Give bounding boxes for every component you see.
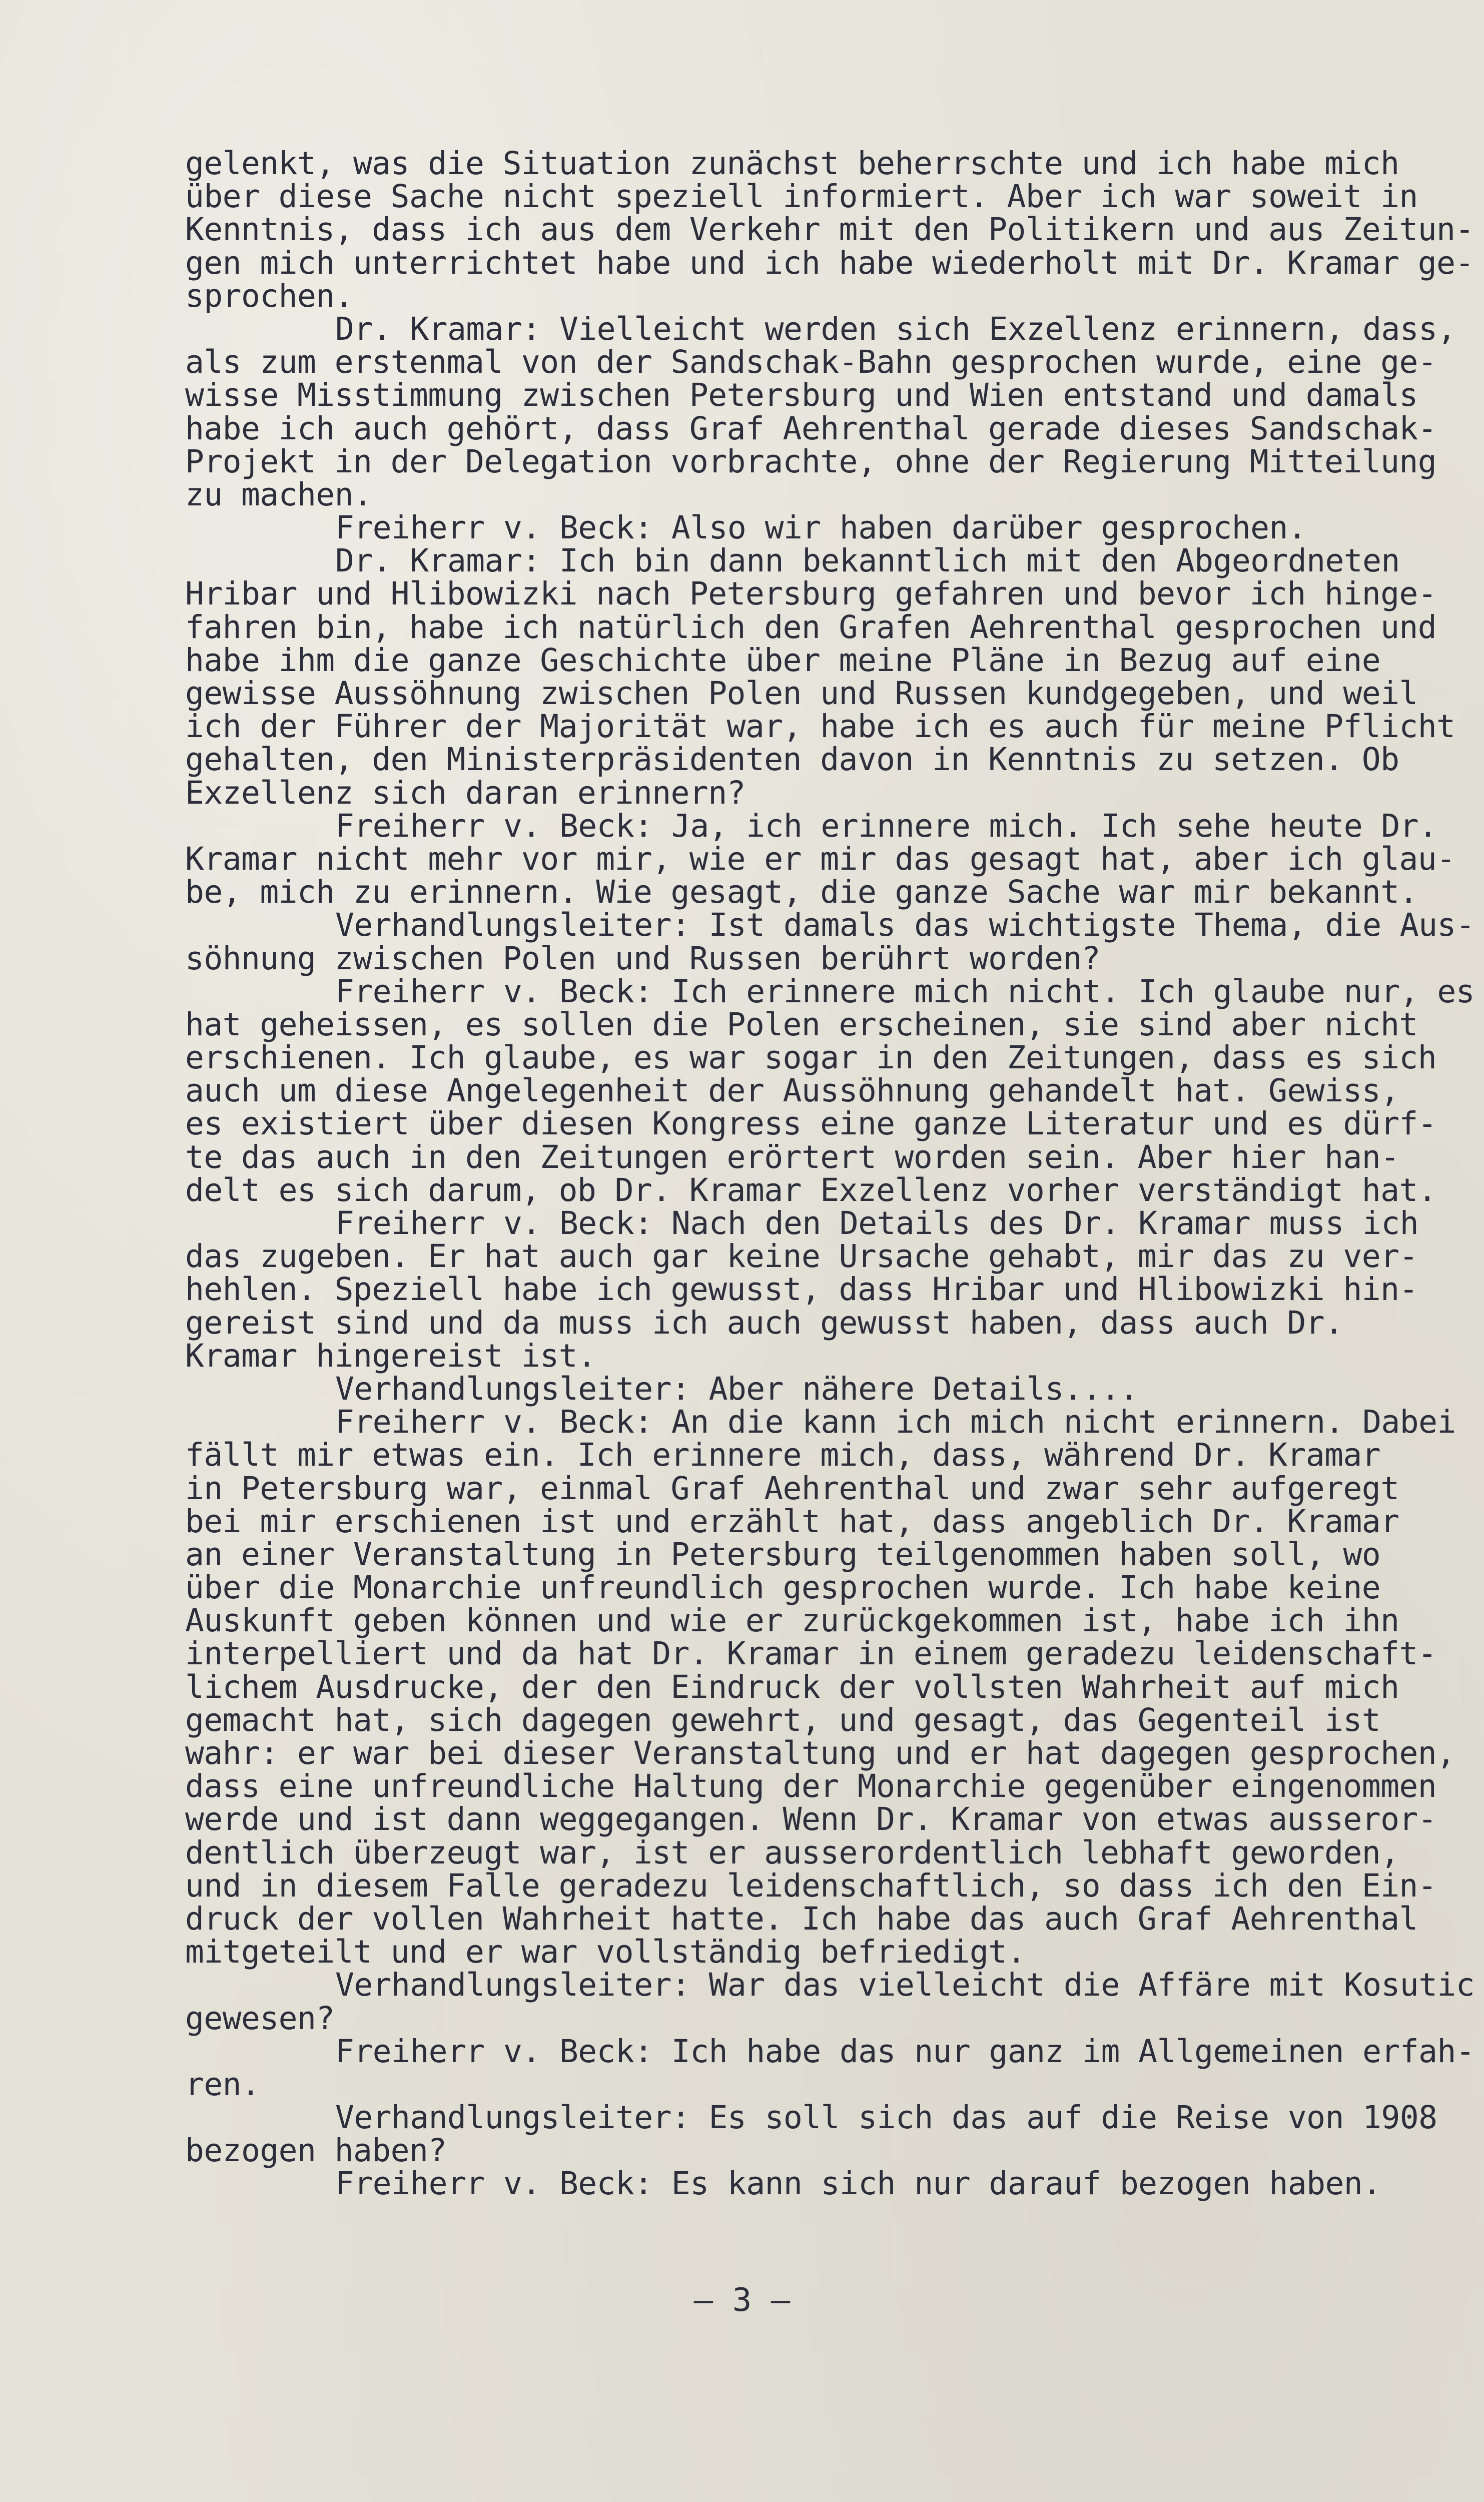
text-line: gereist sind und da muss ich auch gewusst haben, dass auch Dr. — [185, 1304, 1343, 1341]
text-line: dentlich überzeugt war, ist er ausserordentlich lebhaft geworden, — [185, 1834, 1399, 1871]
text-line: gen mich unterrichtet habe und ich habe wiederholt mit Dr. Kramar ge- — [185, 244, 1474, 281]
text-line: zu machen. — [185, 476, 372, 513]
text-line: Verhandlungsleiter: Aber nähere Details.... — [335, 1370, 1139, 1407]
text-line: das zugeben. Er hat auch gar keine Ursache gehabt, mir das zu ver- — [185, 1238, 1418, 1275]
text-line: delt es sich darum, ob Dr. Kramar Exzellenz vorher verständigt hat. — [185, 1171, 1437, 1208]
text-line: erschienen. Ich glaube, es war sogar in den Zeitungen, dass es sich — [185, 1039, 1437, 1076]
text-line: te das auch in den Zeitungen erörtert worden sein. Aber hier han- — [185, 1138, 1399, 1175]
text-line: an einer Veranstaltung in Petersburg teilgenommen haben soll, wo — [185, 1536, 1381, 1573]
text-line: Verhandlungsleiter: War das vielleicht die Affäre mit Kosutic — [335, 1967, 1475, 2004]
text-line: Freiherr v. Beck: Nach den Details des Dr. Kramar muss ich — [335, 1205, 1419, 1241]
text-line: Dr. Kramar: Ich bin dann bekanntlich mit den Abgeordneten — [335, 542, 1400, 579]
text-line: sprochen. — [185, 277, 353, 314]
text-line: Freiherr v. Beck: An die kann ich mich nicht erinnern. Dabei — [335, 1404, 1456, 1441]
text-line: Freiherr v. Beck: Ja, ich erinnere mich. Ich sehe heute Dr. — [335, 807, 1437, 844]
text-line: Auskunft geben können und wie er zurückgekommen ist, habe ich ihn — [185, 1602, 1399, 1639]
text-line: gemacht hat, sich dagegen gewehrt, und gesagt, das Gegenteil ist — [185, 1701, 1381, 1738]
text-line: interpelliert und da hat Dr. Kramar in einem geradezu leidenschaft- — [185, 1635, 1437, 1672]
text-line: es existiert über diesen Kongress eine ganze Literatur und es dürf- — [185, 1105, 1437, 1142]
text-line: söhnung zwischen Polen und Russen berührt worden? — [185, 940, 1101, 977]
text-line: hehlen. Speziell habe ich gewusst, dass Hribar und Hlibowizki hin- — [185, 1271, 1418, 1308]
text-line: gewisse Aussöhnung zwischen Polen und Russen kundgegeben, und weil — [185, 675, 1418, 712]
text-line: Freiherr v. Beck: Es kann sich nur darauf bezogen haben. — [335, 2165, 1381, 2202]
text-line: und in diesem Falle geradezu leidenschaftlich, so dass ich den Ein- — [185, 1867, 1437, 1904]
text-line: Freiherr v. Beck: Ich habe das nur ganz im Allgemeinen erfah- — [335, 2033, 1475, 2070]
text-line: Freiherr v. Beck: Also wir haben darüber gesprochen. — [335, 509, 1307, 546]
text-line: ich der Führer der Majorität war, habe ich es auch für meine Pflicht — [185, 708, 1455, 745]
text-line: gewesen? — [185, 2000, 335, 2037]
text-line: hat geheissen, es sollen die Polen erscheinen, sie sind aber nicht — [185, 1006, 1418, 1043]
text-line: lichem Ausdrucke, der den Eindruck der vollsten Wahrheit auf mich — [185, 1668, 1399, 1705]
text-line: gehalten, den Ministerpräsidenten davon in Kenntnis zu setzen. Ob — [185, 741, 1399, 778]
text-line: wahr: er war bei dieser Veranstaltung und er hat dagegen gesprochen, — [185, 1735, 1455, 1771]
text-line: Kramar hingereist ist. — [185, 1337, 596, 1374]
text-line: werde und ist dann weggegangen. Wenn Dr. Kramar von etwas ausseror- — [185, 1801, 1437, 1838]
text-line: Kenntnis, dass ich aus dem Verkehr mit den Politikern und aus Zeitun- — [185, 211, 1474, 248]
text-line: Kramar nicht mehr vor mir, wie er mir das gesagt hat, aber ich glau- — [185, 840, 1455, 877]
text-line: in Petersburg war, einmal Graf Aehrenthal und zwar sehr aufgeregt — [185, 1470, 1399, 1507]
text-line: Freiherr v. Beck: Ich erinnere mich nicht. Ich glaube nur, es — [335, 973, 1475, 1010]
text-line: Verhandlungsleiter: Ist damals das wichtigste Thema, die Aus- — [335, 907, 1475, 944]
text-line: fahren bin, habe ich natürlich den Grafen Aehrenthal gesprochen und — [185, 608, 1437, 646]
text-line: dass eine unfreundliche Haltung der Monarchie gegenüber eingenommen — [185, 1768, 1437, 1805]
text-line: habe ihm die ganze Geschichte über meine Pläne in Bezug auf eine — [185, 642, 1381, 679]
text-line: Hribar und Hlibowizki nach Petersburg gefahren und bevor ich hinge- — [185, 575, 1437, 612]
text-line: be, mich zu erinnern. Wie gesagt, die ganze Sache war mir bekannt. — [185, 874, 1418, 911]
text-line: bei mir erschienen ist und erzählt hat, dass angeblich Dr. Kramar — [185, 1503, 1399, 1540]
text-line: Dr. Kramar: Vielleicht werden sich Exzellenz erinnern, dass, — [335, 310, 1456, 347]
text-line: als zum erstenmal von der Sandschak-Bahn gesprochen wurde, eine ge- — [185, 344, 1437, 381]
text-line: mitgeteilt und er war vollständig befriedigt. — [185, 1934, 1026, 1971]
text-line: fällt mir etwas ein. Ich erinnere mich, dass, während Dr. Kramar — [185, 1437, 1381, 1474]
page-number: — 3 — — [693, 2282, 791, 2319]
text-line: Exzellenz sich daran erinnern? — [185, 774, 746, 811]
text-line: Projekt in der Delegation vorbrachte, ohne der Regierung Mitteilung — [185, 443, 1437, 480]
text-line: auch um diese Angelegenheit der Aussöhnung gehandelt hat. Gewiss, — [185, 1072, 1399, 1109]
text-line: über diese Sache nicht speziell informiert. Aber ich war soweit in — [185, 178, 1418, 215]
text-line: druck der vollen Wahrheit hatte. Ich habe das auch Graf Aehrenthal — [185, 1900, 1418, 1937]
text-line: Verhandlungsleiter: Es soll sich das auf die Reise von 1908 — [335, 2099, 1437, 2136]
text-line: wisse Misstimmung zwischen Petersburg und Wien entstand und damals — [185, 377, 1418, 414]
text-line: über die Monarchie unfreundlich gesprochen wurde. Ich habe keine — [185, 1569, 1381, 1606]
text-line: bezogen haben? — [185, 2132, 447, 2169]
text-line: ren. — [185, 2066, 260, 2103]
text-line: gelenkt, was die Situation zunächst beherrschte und ich habe mich — [185, 145, 1399, 182]
text-line: habe ich auch gehört, dass Graf Aehrenthal gerade dieses Sandschak- — [185, 410, 1437, 447]
body-text — [185, 145, 1475, 2202]
